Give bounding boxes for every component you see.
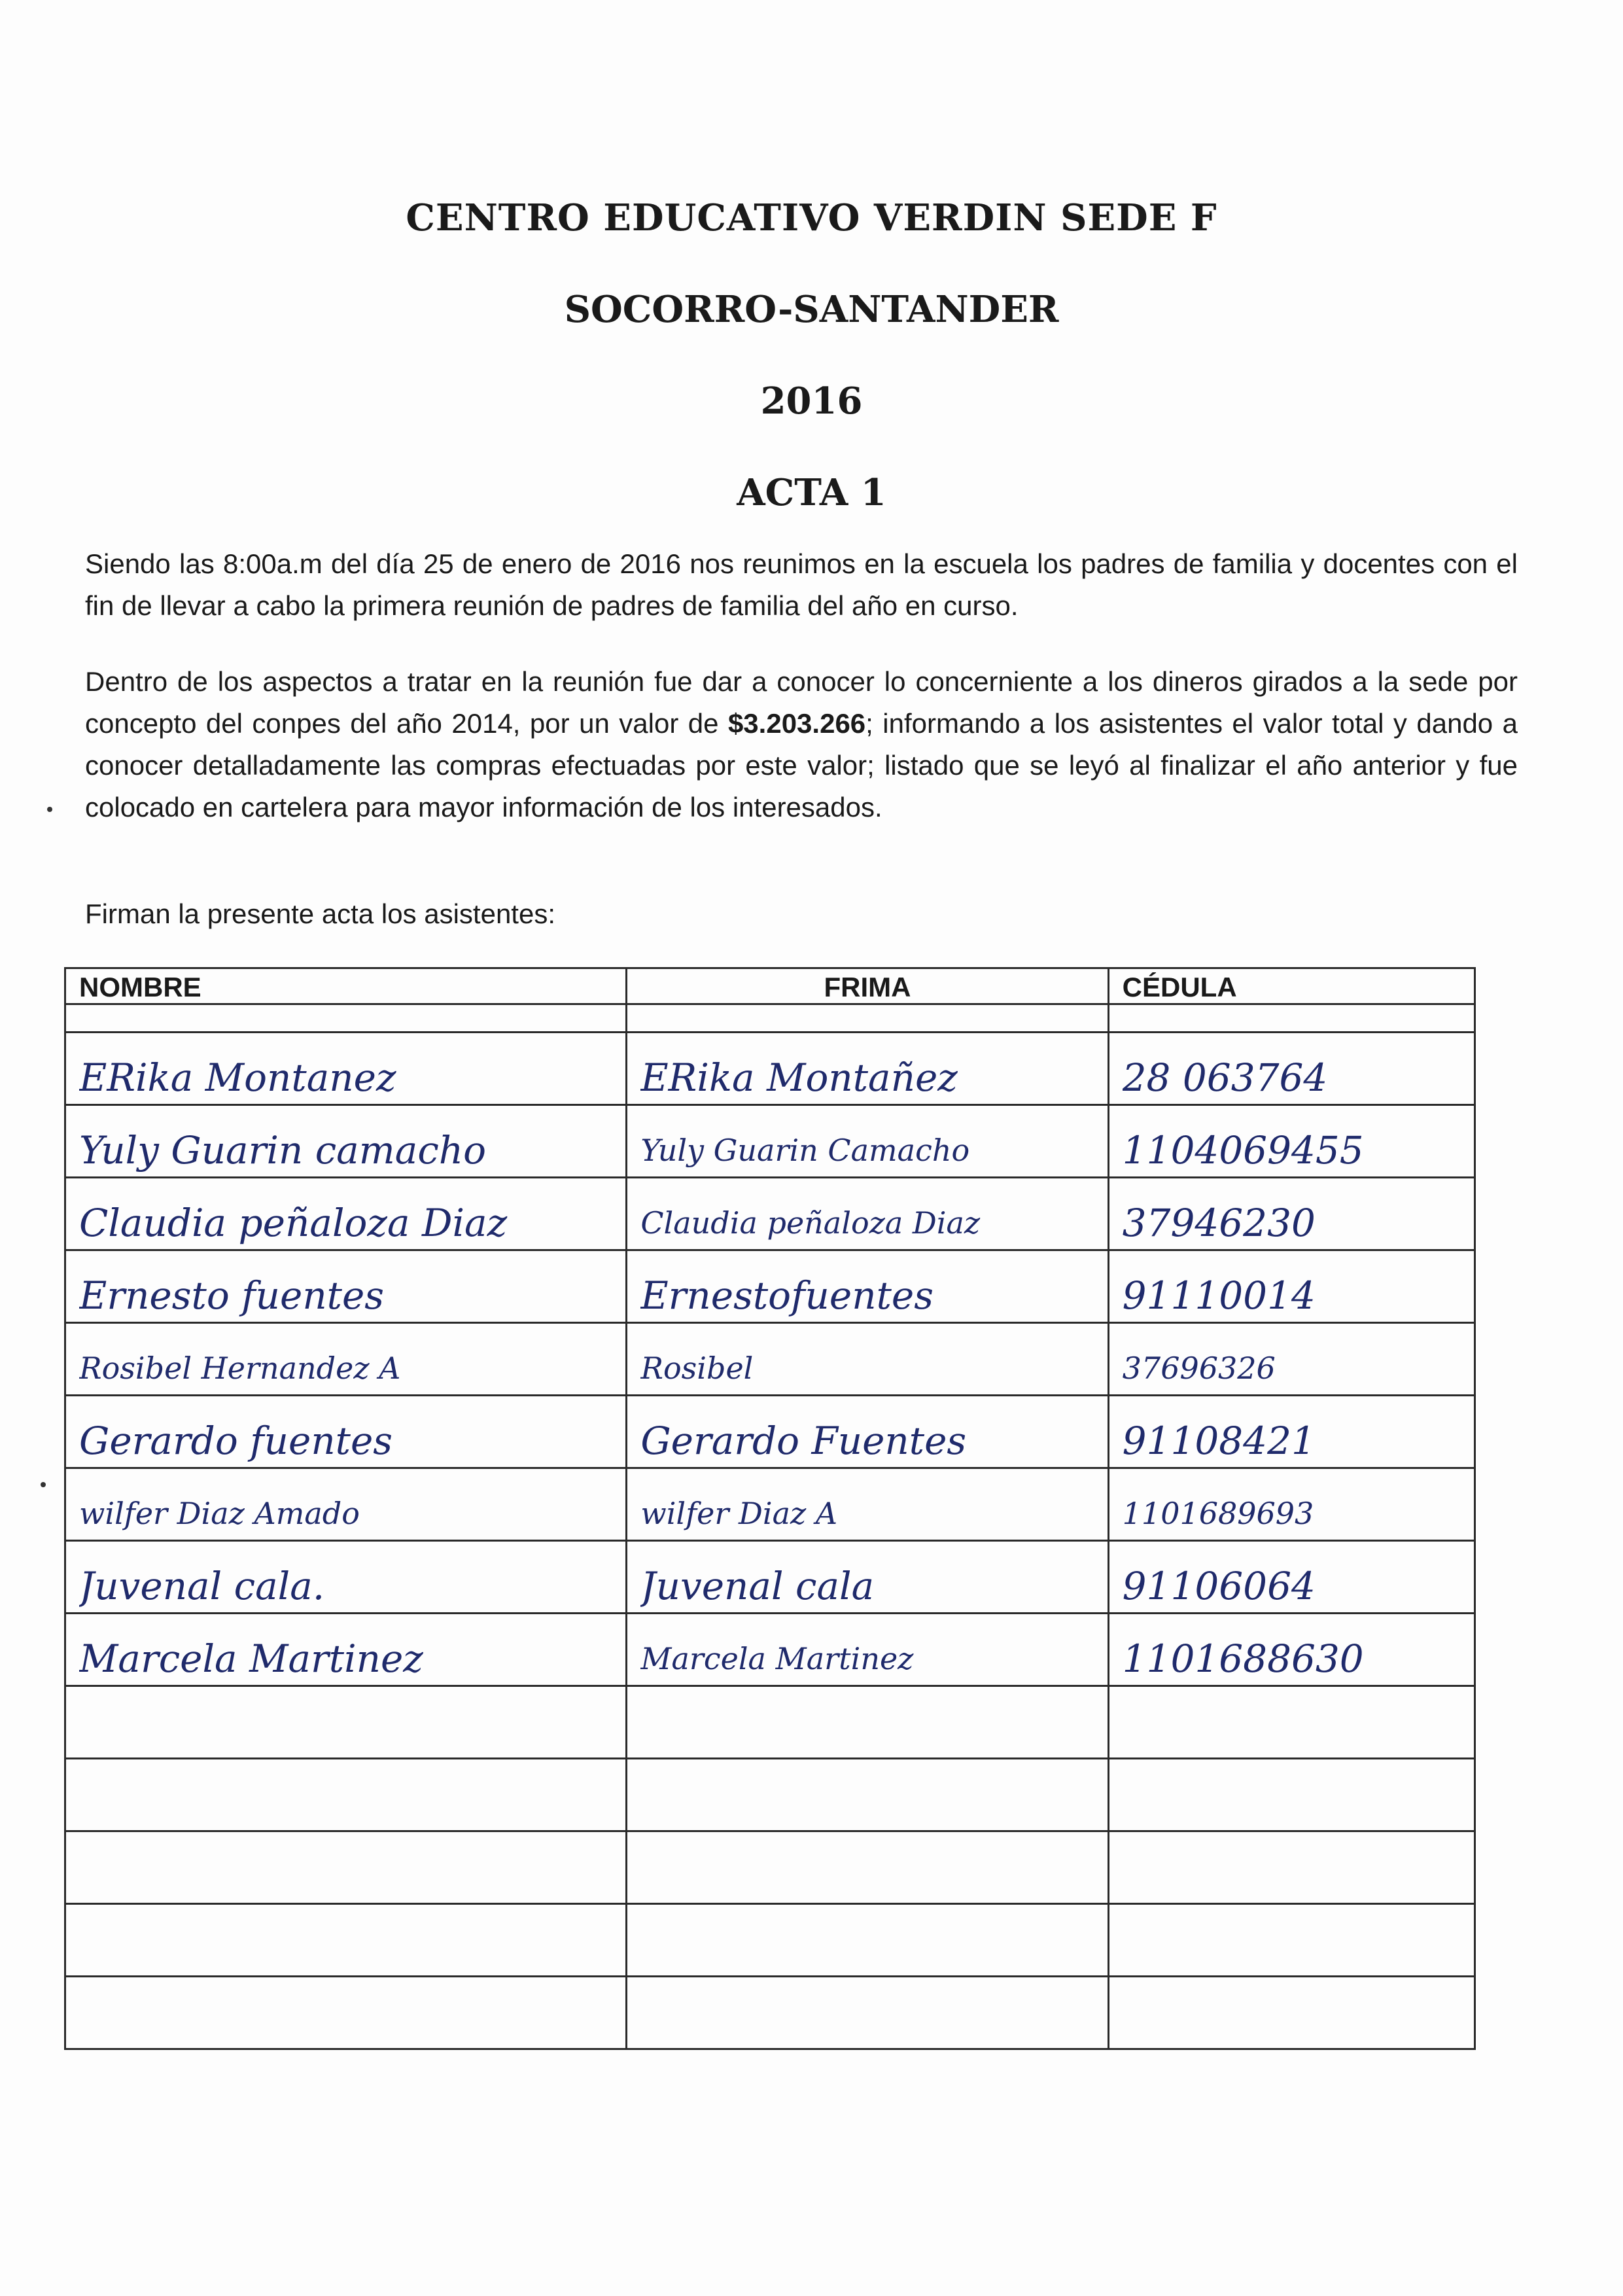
- paragraph-opening: Siendo las 8:00a.m del día 25 de enero de 2016 nos reunimos en la escuela los padres de familia y docentes con el fin de llevar a cabo la primera reunión de padres de familia del año en curso.: [85, 548, 1518, 621]
- cell-cedula: [1108, 1759, 1475, 1831]
- paragraph-aspects: [85, 661, 1518, 828]
- cell-firma: [627, 1396, 1108, 1468]
- cell-nombre: [65, 1323, 627, 1396]
- table-row: [65, 1396, 1475, 1468]
- handwritten-id-number: 1101688630: [1122, 1636, 1364, 1681]
- cell-cedula: [1108, 1250, 1475, 1323]
- table-row: [65, 1759, 1475, 1831]
- cell-nombre: [65, 1831, 627, 1904]
- year-heading: 2016: [760, 380, 863, 423]
- cell-nombre: [65, 1614, 627, 1686]
- cell-nombre: [65, 1033, 627, 1105]
- cell-cedula: [1108, 1686, 1475, 1759]
- cell-nombre: [65, 1904, 627, 1977]
- cell-cedula: [1108, 1323, 1475, 1396]
- paragraph-aspects-text-2: ; informando a los asistentes el valor total y dando a conocer detalladamente las compras efectuadas por este valor; listado que se leyó al finalizar el año anterior y fue colocado en cartelera para mayor información de los interesados.: [85, 708, 1518, 822]
- handwritten-id-number: 91108421: [1122, 1419, 1316, 1463]
- cell-nombre: [65, 1541, 627, 1614]
- cell-cedula: [1108, 1468, 1475, 1541]
- cell-firma: [627, 1759, 1108, 1831]
- handwritten-signature: Rosibel: [640, 1351, 754, 1386]
- header-firma: FRIMA: [627, 968, 1108, 1004]
- handwritten-name: Gerardo fuentes: [79, 1419, 393, 1463]
- paragraph-signers: Firman la presente acta los asistentes:: [85, 898, 556, 929]
- handwritten-name: Ernesto fuentes: [79, 1273, 385, 1318]
- amount-value: $3.203.266: [727, 708, 866, 739]
- handwritten-id-number: 28 063764: [1122, 1055, 1328, 1100]
- acta-heading: ACTA 1: [737, 471, 886, 514]
- header-cedula: CÉDULA: [1108, 968, 1475, 1004]
- cell-cedula: [1108, 1541, 1475, 1614]
- signature-table: [64, 967, 1476, 2050]
- handwritten-id-number: 1101689693: [1122, 1496, 1314, 1531]
- cell-nombre: [65, 1759, 627, 1831]
- handwritten-name: wilfer Diaz Amado: [79, 1496, 360, 1531]
- cell-cedula: [1108, 1178, 1475, 1250]
- table-row: [65, 1468, 1475, 1541]
- table-row: [65, 1686, 1475, 1759]
- handwritten-id-number: 37946230: [1122, 1201, 1316, 1245]
- handwritten-id-number: 37696326: [1122, 1351, 1276, 1386]
- cell-firma: [627, 1105, 1108, 1178]
- cell-nombre: [65, 1105, 627, 1178]
- cell-nombre: [65, 1396, 627, 1468]
- handwritten-signature: Juvenal cala: [640, 1564, 875, 1608]
- cell-firma: [627, 1323, 1108, 1396]
- cell-cedula: [1108, 1614, 1475, 1686]
- table-row: [65, 1541, 1475, 1614]
- table-row: [65, 1614, 1475, 1686]
- table-row: [65, 1323, 1475, 1396]
- cell-cedula: [1108, 1105, 1475, 1178]
- cell-firma: [627, 1614, 1108, 1686]
- cell-firma: [627, 1686, 1108, 1759]
- handwritten-name: Claudia peñaloza Diaz: [79, 1201, 508, 1245]
- handwritten-id-number: 1104069455: [1122, 1128, 1364, 1173]
- paragraph-aspects-text-1: Dentro de los aspectos a tratar en la reunión fue dar a conocer lo concerniente a los dineros girados a la sede por concepto del conpes del año 2014, por un valor de: [85, 666, 1518, 739]
- table-row: [65, 1904, 1475, 1977]
- handwritten-name: Marcela Martinez: [79, 1636, 423, 1681]
- school-name-heading: CENTRO EDUCATIVO VERDIN SEDE F: [406, 196, 1217, 239]
- handwritten-signature: ERika Montañez: [640, 1055, 958, 1100]
- table-spacer-row: [65, 1004, 1475, 1033]
- handwritten-signature: wilfer Diaz A: [640, 1496, 838, 1531]
- cell-nombre: [65, 1178, 627, 1250]
- cell-cedula: [1108, 1831, 1475, 1904]
- handwritten-id-number: 91106064: [1122, 1564, 1316, 1608]
- handwritten-name: Yuly Guarin camacho: [79, 1128, 487, 1173]
- table-header-row: [65, 968, 1475, 1004]
- handwritten-signature: Marcela Martinez: [640, 1641, 914, 1676]
- table-row: [65, 1178, 1475, 1250]
- cell-firma: [627, 1904, 1108, 1977]
- handwritten-signature: Yuly Guarin Camacho: [640, 1133, 970, 1168]
- handwritten-signature: Ernestofuentes: [640, 1273, 934, 1318]
- table-row: [65, 1033, 1475, 1105]
- handwritten-signature: Claudia peñaloza Diaz: [640, 1205, 981, 1241]
- cell-cedula: [1108, 1033, 1475, 1105]
- cell-firma: [627, 1468, 1108, 1541]
- cell-nombre: [65, 1977, 627, 2049]
- cell-firma: [627, 1541, 1108, 1614]
- cell-firma: [627, 1178, 1108, 1250]
- table-row: [65, 1831, 1475, 1904]
- table-row: [65, 1977, 1475, 2049]
- handwritten-name: Rosibel Hernandez A: [79, 1351, 401, 1386]
- location-heading: SOCORRO-SANTANDER: [564, 288, 1059, 331]
- cell-firma: [627, 1033, 1108, 1105]
- cell-cedula: [1108, 1977, 1475, 2049]
- stray-mark: [41, 1482, 46, 1487]
- cell-nombre: [65, 1250, 627, 1323]
- handwritten-id-number: 91110014: [1122, 1273, 1316, 1318]
- header-nombre: NOMBRE: [65, 968, 627, 1004]
- stray-mark: [47, 807, 52, 812]
- cell-cedula: [1108, 1396, 1475, 1468]
- cell-firma: [627, 1250, 1108, 1323]
- cell-firma: [627, 1831, 1108, 1904]
- handwritten-name: Juvenal cala.: [79, 1564, 325, 1608]
- handwritten-signature: Gerardo Fuentes: [640, 1419, 967, 1463]
- table-row: [65, 1105, 1475, 1178]
- cell-cedula: [1108, 1904, 1475, 1977]
- cell-nombre: [65, 1468, 627, 1541]
- handwritten-name: ERika Montanez: [79, 1055, 396, 1100]
- cell-nombre: [65, 1686, 627, 1759]
- table-row: [65, 1250, 1475, 1323]
- cell-firma: [627, 1977, 1108, 2049]
